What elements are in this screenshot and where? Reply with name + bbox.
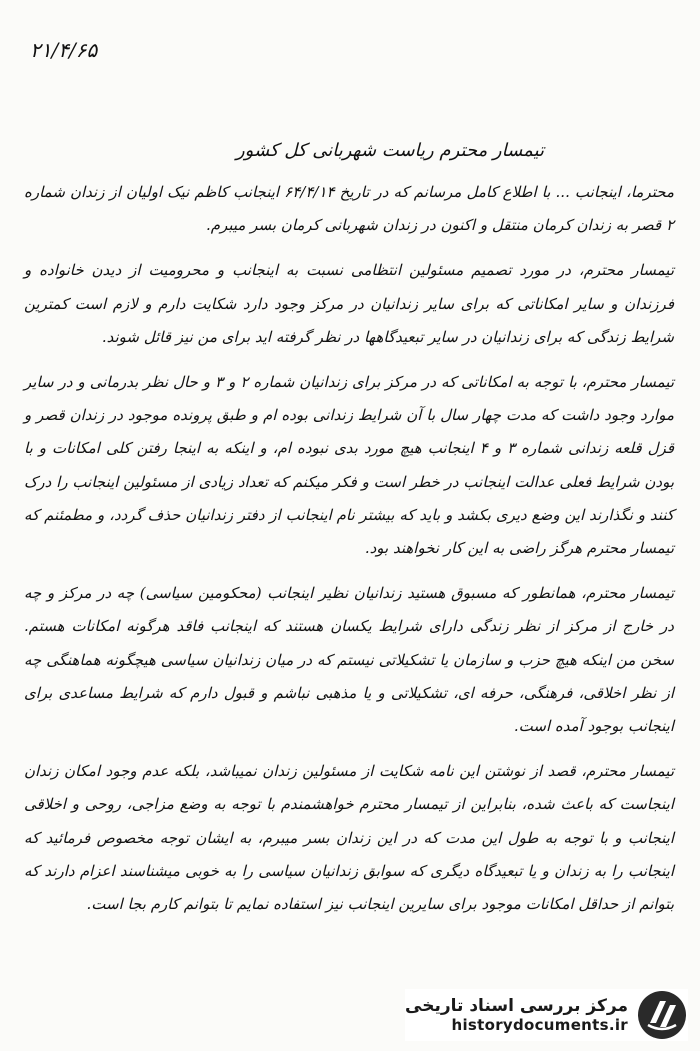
letter-paragraph: تیمسار محترم، قصد از نوشتن این نامه شکایت از مسئولین زندان نمیباشد، بلکه عدم وجود امکان زندان اینجاست که باعث شده، بنابراین از تیمسار محترم خواهشمندم با توجه به وضع مزاجی، روحی و اخلاقی اینجانب و با توجه به طول این مدت که در این زندان بسر میبرم، به ایشان توجه مخصوص فرمائید که اینجانب را به زندان و یا تبعیدگاه دیگری که سوابق زندانیان سیاسی را به خوبی میشناسند اعزام دارند که بتوانم از حداقل امکانات موجود برای سایرین اینجانب نیز استفاده نمایم تا بتوانم کارم بجا است. bbox=[24, 762, 674, 914]
letter-paragraph: تیمسار محترم، در مورد تصمیم مسئولین انتظامی نسبت به اینجانب و محرومیت از دیدن خانواده و فرزندان و سایر امکاناتی که برای سایر زندانیان در مرکز وجود دارد شکایت دارم و لازم است کمترین شرایط زندگی که برای زندانیان در سایر تبعیدگاهها در نظر گرفته اید برای من نیز قائل شوند. bbox=[24, 261, 674, 346]
letter-paragraph: محترما، اینجانب ... با اطلاع کامل مرسانم که در تاریخ ۶۴/۴/۱۴ اینجانب کاظم نیک اولیان از زندان شماره ۲ قصر به زندان کرمان منتقل و اکنون در زندان شهربانی کرمان بسر میبرم. bbox=[24, 183, 674, 235]
letter-paragraph: تیمسار محترم، همانطور که مسبوق هستید زندانیان نظیر اینجانب (محکومین سیاسی) چه در مرکز و چه در خارج از مرکز از نظر زندگی دارای شرایط یکسان هستند که اینجانب فاقد هرگونه امکانات هستم. سخن من اینکه هیچ حزب و سازمان یا تشکیلاتی نیستم که در میان زندانیان سیاسی هیچگونه هماهنگی چه از نظر اخلاقی، فرهنگی، حرفه ای، تشکیلاتی و یا مذهبی نباشم و قبول دارم که شرایط مساعدی برای اینجانب بوجود آمده است. bbox=[24, 584, 674, 736]
letter-paragraph: تیمسار محترم، با توجه به امکاناتی که در مرکز برای زندانیان شماره ۲ و ۳ و حال نظر بدرمانی و در سایر موارد وجود داشت که مدت چهار سال با آن شرایط زندانی بوده ام و طبق پرونده موجود در زندان قصر و قزل قلعه زندانی شماره ۳ و ۴ اینجانب هیچ مورد بدی نبوده ام، و اینکه به اینجا رفتن کلی امکانات و با بودن شرایط فعلی عدالت اینجانب در خطر است و فکر میکنم که تعداد زیادی از مسئولین اینجانب را درک کنند و نگذارند این وضع دیری بکشد و باید که بیشتر نام اینجانب از دفتر زندانیان حذف گردد، و مطمئنم که تیمسار محترم هرگز راضی به این کار نخواهند بود. bbox=[24, 373, 675, 558]
archive-website: historydocuments.ir bbox=[451, 1016, 628, 1034]
archive-watermark bbox=[405, 989, 688, 1041]
archive-logo-icon bbox=[636, 989, 688, 1041]
letter-body bbox=[24, 176, 674, 921]
archive-name: مرکز بررسی اسناد تاریخی bbox=[405, 996, 628, 1016]
letter-salutation: تیمسار محترم ریاست شهربانی کل کشور bbox=[235, 140, 545, 161]
letter-reference-date: ۲۱/۴/۶۵ bbox=[30, 38, 98, 62]
archive-watermark-text bbox=[405, 996, 628, 1034]
